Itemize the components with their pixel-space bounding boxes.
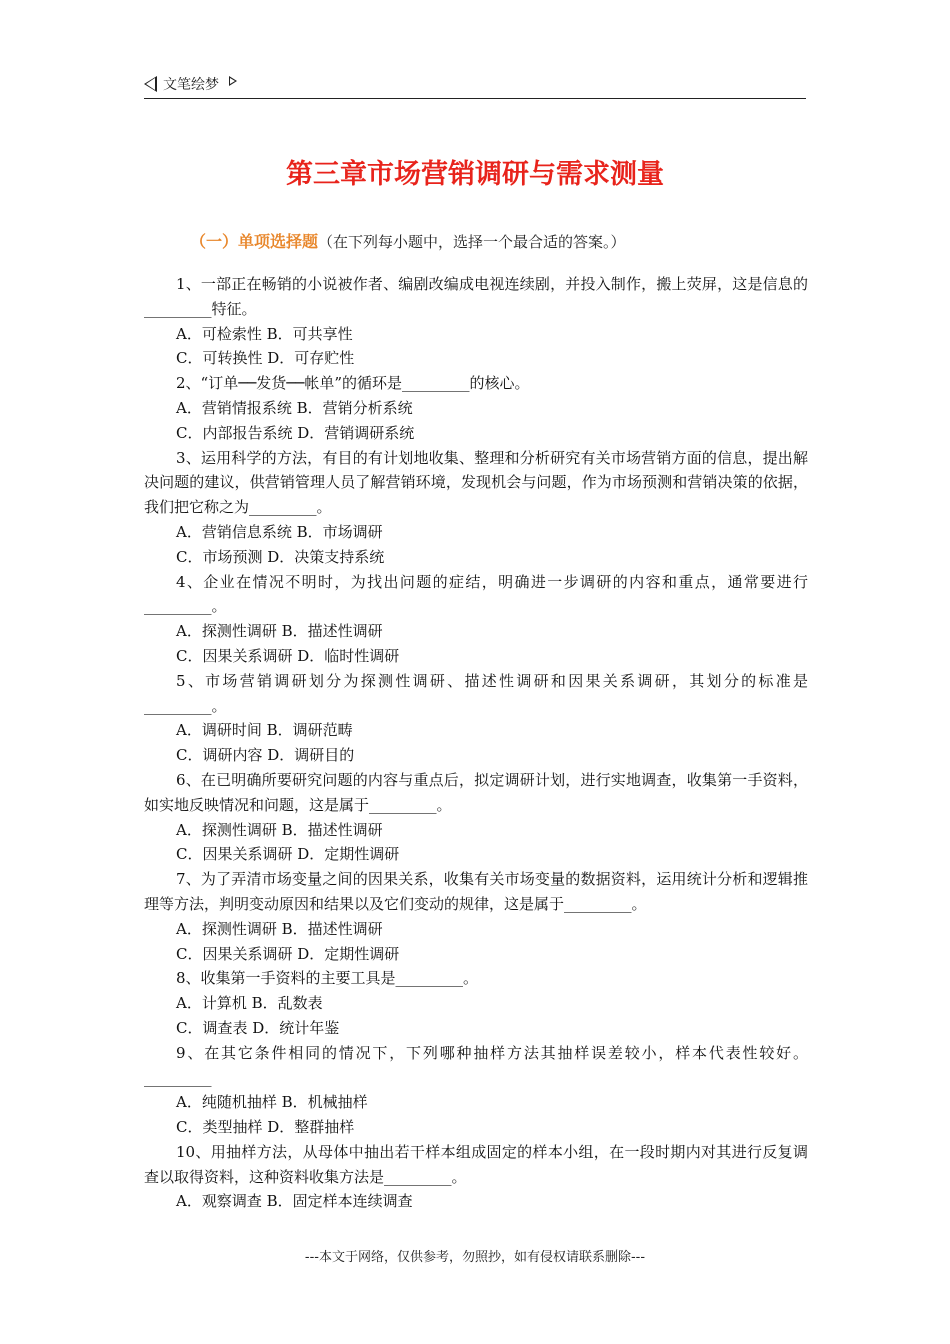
question-9 xyxy=(144,1041,808,1140)
question-options: C．调查表 D．统计年鉴 xyxy=(176,1018,340,1037)
question-text: 2、“订单──发货──帐单”的循环是_________的核心。 xyxy=(176,374,530,393)
page-footer: ---本文于网络，仅供参考，勿照抄，如有侵权请联系删除--- xyxy=(304,1250,646,1265)
question-options: A．计算机 B．乱数表 xyxy=(176,994,323,1013)
brand-text: 文笔绘梦 xyxy=(163,77,219,93)
triangle-right-icon xyxy=(229,76,237,86)
question-options: C．类型抽样 D．整群抽样 xyxy=(176,1118,355,1137)
question-text: 4、企业在情况不明时，为找出问题的症结，明确进一步调研的内容和重点，通常要进行_________。 xyxy=(144,572,808,616)
question-text: 10、用抽样方法，从母体中抽出若干样本组成固定的样本小组，在一段时期内对其进行反复调查以取得资料，这种资料收集方法是_________。 xyxy=(144,1142,808,1186)
question-options: C．因果关系调研 D．定期性调研 xyxy=(176,944,400,963)
triangle-left-icon xyxy=(144,76,157,92)
section-title: （一）单项选择题 xyxy=(190,232,319,251)
question-options: A．探测性调研 B．描述性调研 xyxy=(176,820,383,839)
question-text: 8、收集第一手资料的主要工具是_________。 xyxy=(176,969,479,988)
question-1 xyxy=(144,272,808,371)
question-5 xyxy=(144,669,808,768)
question-4 xyxy=(144,570,808,669)
question-options: C．市场预测 D．决策支持系统 xyxy=(176,547,385,566)
question-2 xyxy=(144,371,808,445)
question-options: C．可转换性 D．可存贮性 xyxy=(176,349,355,368)
question-text: 1、一部正在畅销的小说被作者、编剧改编成电视连续剧，并投入制作，搬上荧屏，这是信息的_________特征。 xyxy=(144,275,808,318)
question-text: 3、运用科学的方法，有目的有计划地收集、整理和分析研究有关市场营销方面的信息，提出解决问题的建议，供营销管理人员了解营销环境，发现机会与问题，作为市场预测和营销决策的依据，我们把它称之为_________。 xyxy=(144,448,808,517)
question-3 xyxy=(144,446,808,570)
question-options: A．营销信息系统 B．市场调研 xyxy=(176,522,383,541)
question-text: 9、在其它条件相同的情况下，下列哪种抽样方法其抽样误差较小，样本代表性较好。_________ xyxy=(144,1043,808,1087)
question-text: 6、在已明确所要研究问题的内容与重点后，拟定调研计划，进行实地调查，收集第一手资料，如实地反映情况和问题，这是属于_________。 xyxy=(144,770,808,814)
question-options: A．调研时间 B．调研范畴 xyxy=(176,721,353,740)
question-text: 7、为了弄清市场变量之间的因果关系，收集有关市场变量的数据资料，运用统计分析和逻辑推理等方法，判明变动原因和结果以及它们变动的规律，这是属于_________。 xyxy=(144,870,808,913)
question-10 xyxy=(144,1140,808,1214)
question-6 xyxy=(144,768,808,867)
section-instruction: （在下列每小题中，选择一个最合适的答案。） xyxy=(318,233,626,251)
question-list xyxy=(144,272,808,1214)
header-brand xyxy=(144,74,237,94)
question-8 xyxy=(144,966,808,1040)
question-options: C．因果关系调研 D．定期性调研 xyxy=(176,845,400,864)
page-title: 第三章市场营销调研与需求测量 xyxy=(286,159,664,190)
section-heading xyxy=(190,229,626,252)
question-options: C．因果关系调研 D．临时性调研 xyxy=(176,646,400,665)
question-options: C．调研内容 D．调研目的 xyxy=(176,746,355,765)
question-options: C．内部报告系统 D．营销调研系统 xyxy=(176,423,415,442)
question-7 xyxy=(144,867,808,966)
question-options: A．纯随机抽样 B．机械抽样 xyxy=(176,1093,368,1112)
question-options: A．探测性调研 B．描述性调研 xyxy=(176,919,383,938)
question-text: 5、市场营销调研划分为探测性调研、描述性调研和因果关系调研，其划分的标准是_________。 xyxy=(144,671,808,715)
question-options: A．探测性调研 B．描述性调研 xyxy=(176,622,383,641)
page-header xyxy=(144,70,806,99)
question-options: A．观察调查 B．固定样本连续调查 xyxy=(176,1192,413,1211)
question-options: A．营销情报系统 B．营销分析系统 xyxy=(176,398,413,417)
question-options: A．可检索性 B．可共享性 xyxy=(176,324,353,343)
